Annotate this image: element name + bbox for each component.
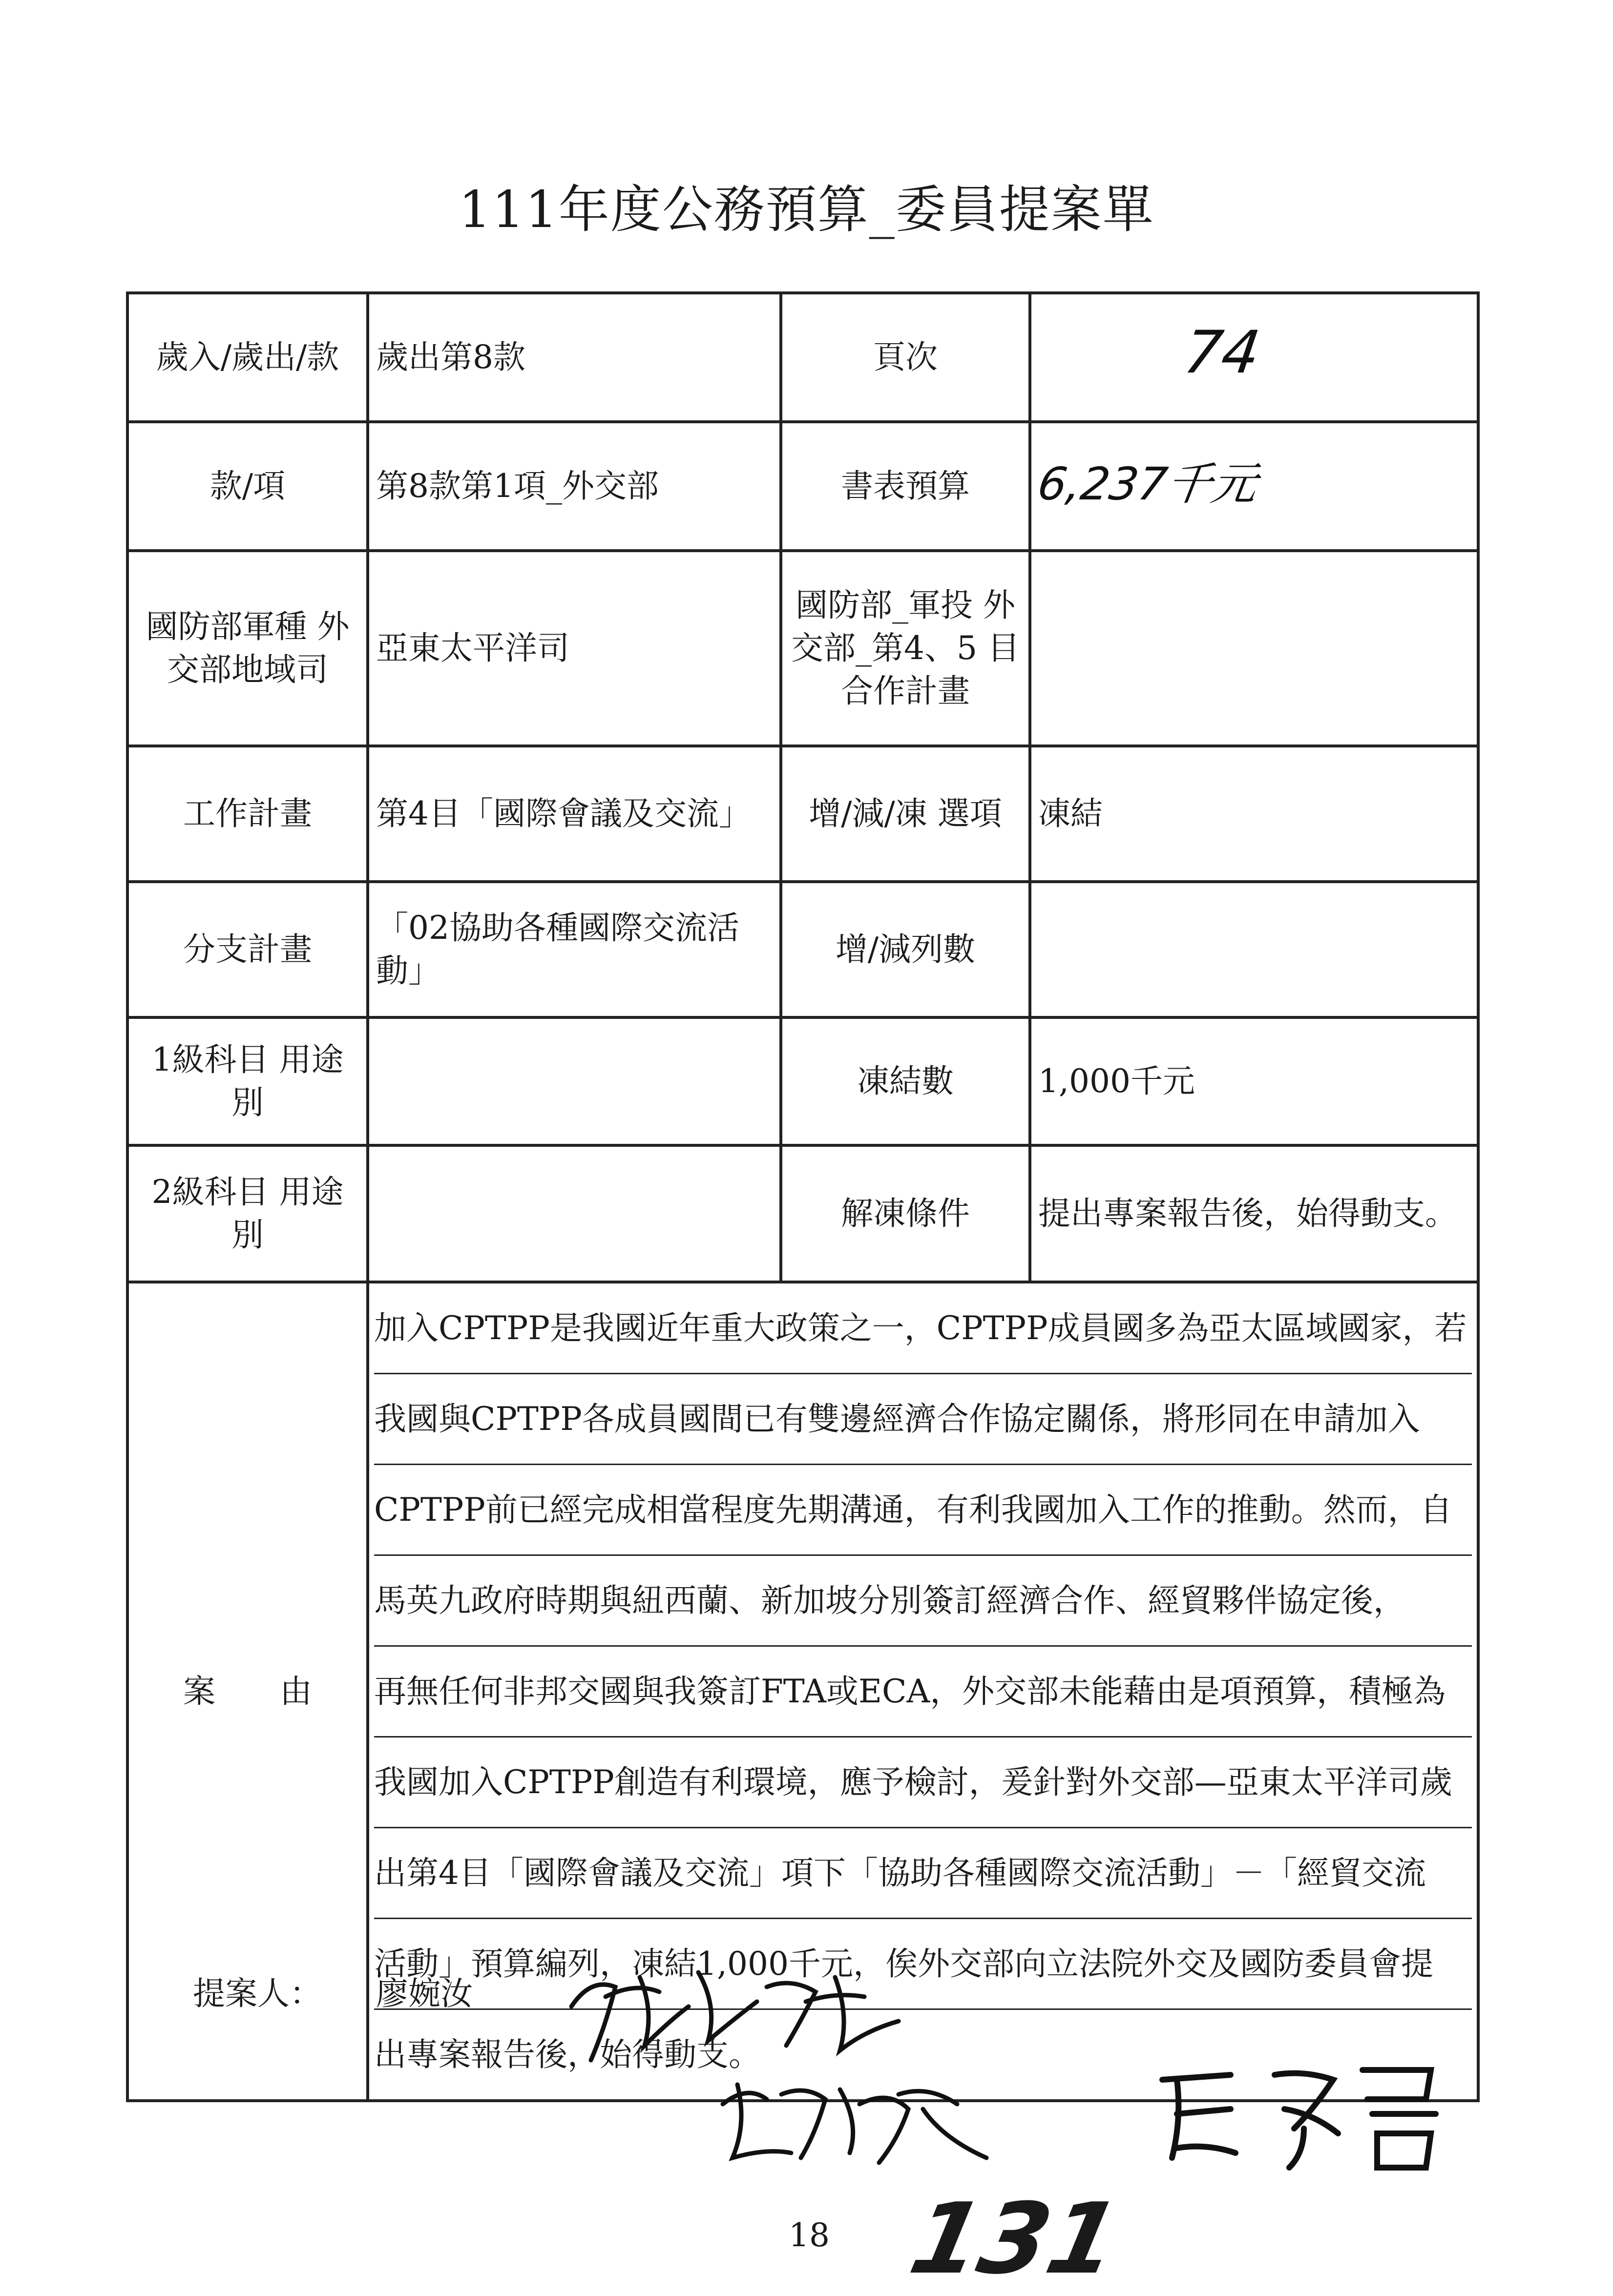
- label-department: 國防部軍種 外交部地域司: [127, 551, 368, 746]
- reason-line: 馬英九政府時期與紐西蘭、新加坡分別簽訂經濟合作、經貿夥伴協定後，: [374, 1556, 1472, 1647]
- label-reason: 案 由: [127, 1282, 368, 2101]
- page-number: 18: [789, 2216, 830, 2254]
- value-department: 亞東太平洋司: [368, 551, 781, 746]
- signature-2: [713, 2065, 1006, 2172]
- handwritten-number: 131: [901, 2182, 1130, 2296]
- label-account: 歲入/歲出/款: [127, 293, 368, 422]
- table-row: [127, 1017, 1478, 1145]
- label-page: 頁次: [781, 293, 1030, 422]
- proposer-label: 提案人：: [193, 1975, 322, 2012]
- value-account: 歲出第8款: [368, 293, 781, 422]
- reason-line: 再無任何非邦交國與我簽訂FTA或ECA，外交部未能藉由是項預算，積極為: [374, 1647, 1472, 1738]
- value-cooperation-plan: [1030, 551, 1478, 746]
- signature-1: [562, 1948, 913, 2075]
- reason-line: 出專案報告後，始得動支。: [374, 2036, 761, 2073]
- proposer-name: 廖婉汝: [376, 1975, 473, 2012]
- value-sub-plan: 「02協助各種國際交流活動」: [368, 882, 781, 1017]
- value-adjust-amount: [1030, 882, 1478, 1017]
- signature-3: [1148, 2050, 1450, 2177]
- value-budget: 6,237千元: [1034, 457, 1260, 510]
- label-option: 增/減/凍 選項: [781, 746, 1030, 882]
- label-item: 款/項: [127, 422, 368, 551]
- table-row: [127, 551, 1478, 746]
- value-item: 第8款第1項_外交部: [368, 422, 781, 551]
- table-row: [127, 293, 1478, 422]
- value-option: 凍結: [1030, 746, 1478, 882]
- reason-line: CPTPP前已經完成相當程度先期溝通，有利我國加入工作的推動。然而，自: [374, 1465, 1472, 1556]
- label-cooperation-plan: 國防部_軍投 外交部_第4、5 目合作計畫: [781, 551, 1030, 746]
- label-sub-plan: 分支計畫: [127, 882, 368, 1017]
- table-row: [127, 422, 1478, 551]
- value-page: 74: [1180, 319, 1264, 387]
- reason-line: 我國與CPTPP各成員國間已有雙邊經濟合作協定關係，將形同在申請加入: [374, 1374, 1472, 1465]
- value-level2-subject: [368, 1145, 781, 1282]
- label-freeze-amount: 凍結數: [781, 1017, 1030, 1145]
- proposal-table: [126, 291, 1480, 2102]
- table-row: [127, 746, 1478, 882]
- reason-text: [368, 1282, 1478, 2101]
- value-work-plan: 第4目「國際會議及交流」: [368, 746, 781, 882]
- label-work-plan: 工作計畫: [127, 746, 368, 882]
- label-unfreeze-condition: 解凍條件: [781, 1145, 1030, 1282]
- reason-line: 出第4目「國際會議及交流」項下「協助各種國際交流活動」－「經貿交流: [374, 1828, 1472, 1919]
- label-budget: 書表預算: [781, 422, 1030, 551]
- value-unfreeze-condition: 提出專案報告後，始得動支。: [1030, 1145, 1478, 1282]
- table-row: [127, 1145, 1478, 1282]
- form-title: 111年度公務預算_委員提案單: [459, 180, 1154, 239]
- label-adjust-amount: 增/減列數: [781, 882, 1030, 1017]
- reason-line: 活動」預算編列，凍結1,000千元，俟外交部向立法院外交及國防委員會提: [374, 1919, 1472, 2010]
- label-level1-subject: 1級科目 用途別: [127, 1017, 368, 1145]
- value-level1-subject: [368, 1017, 781, 1145]
- reason-line: 我國加入CPTPP創造有利環境，應予檢討，爰針對外交部—亞東太平洋司歲: [374, 1738, 1472, 1828]
- label-level2-subject: 2級科目 用途別: [127, 1145, 368, 1282]
- table-row: [127, 882, 1478, 1017]
- reason-line: 加入CPTPP是我國近年重大政策之一，CPTPP成員國多為亞太區域國家，若: [374, 1283, 1472, 1374]
- value-freeze-amount: 1,000千元: [1030, 1017, 1478, 1145]
